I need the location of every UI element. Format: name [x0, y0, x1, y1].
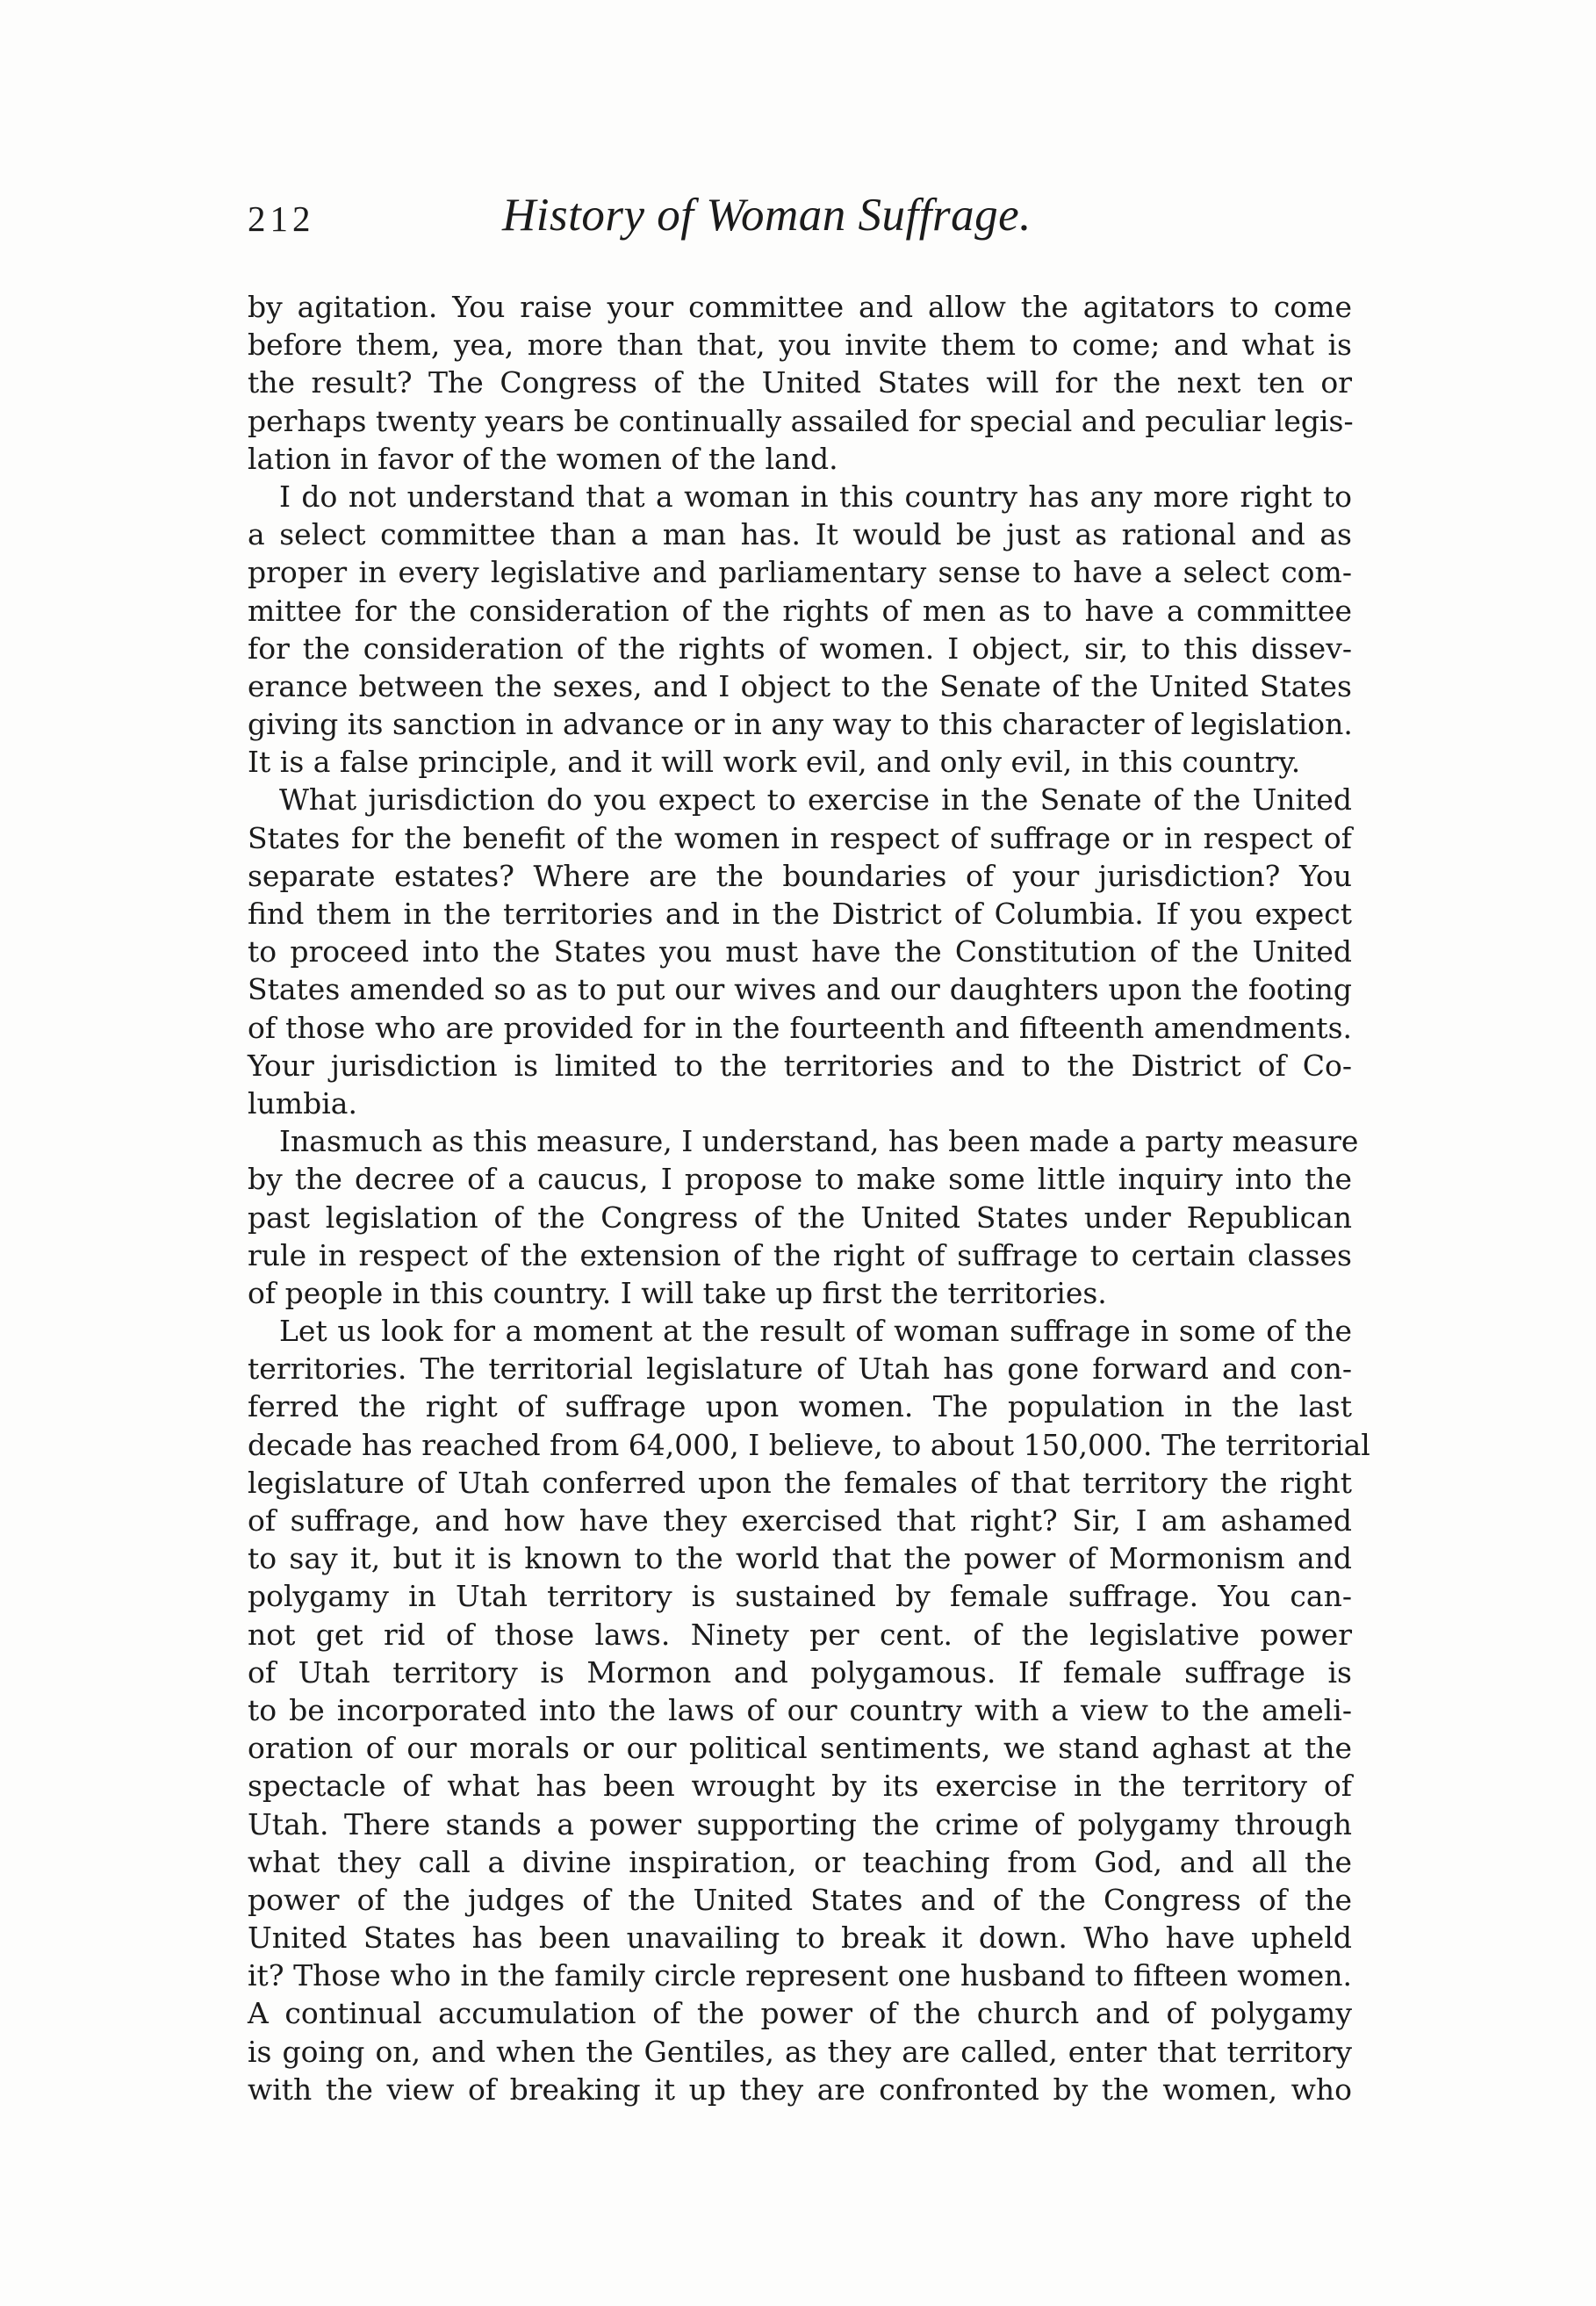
text-line: mittee for the consideration of the rights of men as to have a committee [248, 593, 1352, 628]
text-line: Inasmuch as this measure, I understand, has been made a party measure [279, 1124, 1359, 1159]
text-line: ferred the right of suffrage upon women. The population in the last [248, 1389, 1352, 1424]
running-title: History of Woman Suffrage. [502, 190, 1032, 241]
text-line: by the decree of a caucus, I propose to make some little inquiry into the [248, 1162, 1352, 1197]
text-line: of Utah territory is Mormon and polygamous. If female suffrage is [248, 1654, 1352, 1690]
text-line: What jurisdiction do you expect to exercise in the Senate of the United [279, 782, 1352, 818]
text-line: by agitation. You raise your committee and allow the agitators to come [248, 290, 1352, 324]
text-line: past legislation of the Congress of the United States under Republican [248, 1200, 1352, 1235]
text-line: before them, yea, more than that, you invite them to come; and what is [248, 328, 1352, 363]
paragraph-1 [248, 288, 1352, 478]
text-line: giving its sanction in advance or in any way to this character of legislation. [248, 707, 1353, 742]
text-line: A continual accumulation of the power of the church and of polygamy [248, 1996, 1352, 2031]
text-line: Let us look for a moment at the result of woman suffrage in some of the [279, 1314, 1352, 1349]
text-line: find them in the territories and in the District of Columbia. If you expect [248, 897, 1352, 931]
text-line: separate estates? Where are the boundaries of your jurisdiction? You [248, 858, 1352, 893]
paragraph-3 [248, 781, 1352, 1122]
text-line: what they call a divine inspiration, or teaching from God, and all the [248, 1844, 1352, 1879]
text-line: oration of our morals or our political sentiments, we stand aghast at the [248, 1731, 1352, 1766]
paragraph-4 [248, 1122, 1359, 1312]
paragraph-5 [248, 1312, 1370, 2108]
text-line: it? Those who in the family circle represent one husband to fifteen women. [248, 1958, 1352, 1993]
body-text [248, 288, 1370, 2108]
text-line: polygamy in Utah territory is sustained by female suffrage. You can- [248, 1579, 1352, 1614]
text-line: the result? The Congress of the United States will for the next ten or [248, 365, 1352, 400]
text-line: to say it, but it is known to the world that the power of Mormonism and [248, 1541, 1352, 1576]
text-line: of people in this country. I will take up first the territories. [248, 1275, 1107, 1310]
text-line: lumbia. [248, 1085, 357, 1121]
text-line: a select committee than a man has. It would be just as rational and as [248, 517, 1352, 552]
text-line: Utah. There stands a power supporting the crime of polygamy through [248, 1806, 1352, 1841]
text-line: United States has been unavailing to break it down. Who have upheld [248, 1920, 1352, 1956]
text-line: spectacle of what has been wrought by its exercise in the territory of [248, 1769, 1352, 1804]
text-line: power of the judges of the United States and of the Congress of the [248, 1882, 1352, 1917]
text-line: with the view of breaking it up they are confronted by the women, who [248, 2072, 1352, 2107]
text-line: decade has reached from 64,000, I believe, to about 150,000. The territorial [248, 1427, 1370, 1462]
text-line: I do not understand that a woman in this country has any more right to [279, 479, 1352, 514]
paragraph-2 [248, 478, 1352, 782]
text-line: of those who are provided for in the fourteenth and fifteenth amendments. [248, 1010, 1352, 1045]
text-line: not get rid of those laws. Ninety per cent. of the legislative power [248, 1617, 1352, 1652]
text-line: proper in every legislative and parliamentary sense to have a select com- [248, 555, 1352, 590]
text-line: of suffrage, and how have they exercised that right? Sir, I am ashamed [248, 1503, 1352, 1538]
text-line: Your jurisdiction is limited to the territories and to the District of Co- [248, 1048, 1352, 1083]
text-line: is going on, and when the Gentiles, as they are called, enter that territory [248, 2034, 1352, 2069]
text-line: to be incorporated into the laws of our country with a view to the ameli- [248, 1692, 1352, 1727]
text-line: legislature of Utah conferred upon the females of that territory the right [248, 1465, 1352, 1500]
text-line: for the consideration of the rights of women. I object, sir, to this dissev- [248, 631, 1352, 666]
text-line: erance between the sexes, and I object to the Senate of the United States [248, 668, 1352, 703]
page-header [248, 189, 1354, 250]
text-line: lation in favor of the women of the land. [248, 441, 838, 476]
text-line: perhaps twenty years be continually assailed for special and peculiar legis- [248, 403, 1354, 438]
page-number: 212 [248, 198, 315, 239]
text-line: States for the benefit of the women in respect of suffrage or in respect of [248, 820, 1352, 855]
text-line: It is a false principle, and it will work evil, and only evil, in this country. [248, 745, 1301, 780]
text-line: rule in respect of the extension of the right of suffrage to certain classes [248, 1237, 1352, 1272]
text-line: to proceed into the States you must have the Constitution of the United [248, 934, 1352, 969]
text-line: territories. The territorial legislature of Utah has gone forward and con- [248, 1351, 1352, 1387]
text-line: States amended so as to put our wives and our daughters upon the footing [248, 972, 1352, 1007]
